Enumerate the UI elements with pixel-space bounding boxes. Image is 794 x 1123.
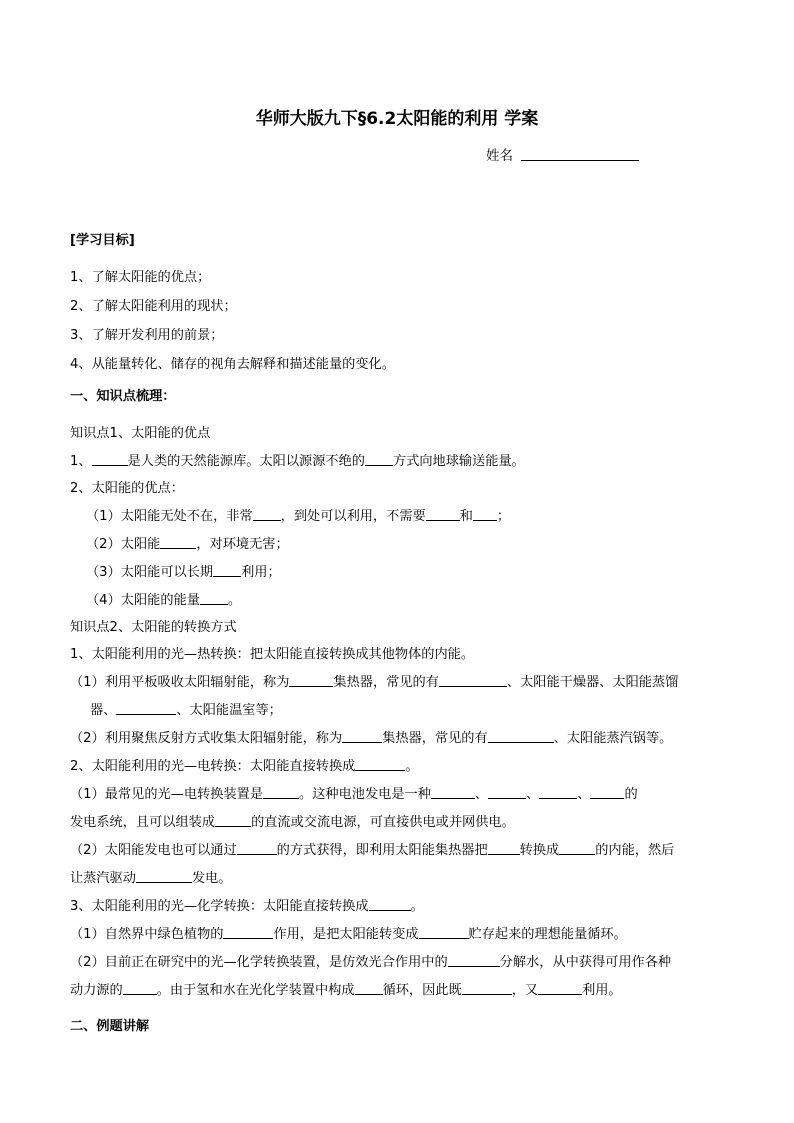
answer-blank[interactable] — [263, 785, 299, 799]
name-field — [486, 144, 639, 164]
answer-blank[interactable] — [342, 729, 382, 743]
kp2-p1b: （2）利用聚焦反射方式收集太阳辐射能，称为 集热器，常见的有 、太阳能蒸汽锅等。 — [70, 731, 673, 746]
kp2-p2b-cont: 让蒸汽驱动 发电。 — [70, 871, 232, 886]
answer-blank[interactable] — [426, 507, 460, 521]
kp2-p1a: （1）利用平板吸收太阳辐射能，称为 集热器，常见的有 、太阳能干燥器、太阳能蒸馏 — [70, 675, 679, 690]
kp2-p1: 1、太阳能利用的光—热转换：把太阳能直接转换成其他物体的内能。 — [70, 647, 475, 662]
kp2-p2a: （1）最常见的光—电转换装置是 。这种电池发电是一种 、 、 、 的 — [70, 787, 638, 802]
kp2-p2: 2、太阳能利用的光—电转换：太阳能直接转换成 。 — [70, 759, 419, 774]
answer-blank[interactable] — [237, 841, 277, 855]
answer-blank[interactable] — [160, 535, 196, 549]
answer-blank[interactable] — [539, 785, 577, 799]
answer-blank[interactable] — [369, 897, 411, 911]
answer-blank[interactable] — [215, 813, 251, 827]
kp2-p3b: （2）目前正在研究中的光—化学转换装置，是仿效光合作用中的 分解水，从中获得可用作各种 — [70, 955, 672, 970]
kp1-q1: 1、 是人类的天然能源库。太阳以源源不绝的 方式向地球输送能量。 — [70, 454, 525, 469]
answer-blank[interactable] — [559, 841, 595, 855]
kp1-q2: 2、太阳能的优点： — [70, 481, 184, 496]
name-label: 姓名 — [486, 148, 513, 164]
answer-blank[interactable] — [538, 981, 582, 995]
answer-blank[interactable] — [200, 591, 228, 605]
answer-blank[interactable] — [355, 757, 405, 771]
goal-item: 2、了解太阳能利用的现状； — [70, 299, 237, 314]
kp1-title: 知识点1、太阳能的优点 — [70, 426, 211, 441]
answer-blank[interactable] — [439, 673, 507, 687]
answer-blank[interactable] — [590, 785, 624, 799]
kp1-s4: （4）太阳能的能量 。 — [86, 593, 242, 608]
answer-blank[interactable] — [473, 507, 497, 521]
answer-blank[interactable] — [365, 452, 393, 466]
answer-blank[interactable] — [488, 729, 554, 743]
answer-blank[interactable] — [488, 785, 526, 799]
worksheet-content — [70, 232, 726, 1036]
answer-blank[interactable] — [448, 953, 500, 967]
goal-item: 4、从能量转化、储存的视角去解释和描述能量的变化。 — [70, 357, 395, 372]
answer-blank[interactable] — [419, 925, 469, 939]
kp2-p3b-cont: 动力源的 。由于氢和水在光化学装置中构成 循环，因此既 ，又 利用。 — [70, 983, 622, 998]
kp1-s3: （3）太阳能可以长期 利用； — [86, 565, 281, 580]
kp2-p2b: （2）太阳能发电也可以通过 的方式获得，即利用太阳能集热器把 转换成 的内能，然后 — [70, 843, 675, 858]
answer-blank[interactable] — [355, 981, 383, 995]
answer-blank[interactable] — [462, 981, 512, 995]
kp2-p1a-cont: 器、 、太阳能温室等； — [90, 703, 282, 718]
answer-blank[interactable] — [92, 452, 128, 466]
name-blank[interactable] — [521, 146, 639, 161]
kp2-p3a: （1）自然界中绿色植物的 作用，是把太阳能转变成 贮存起来的理想能量循环。 — [70, 927, 627, 942]
answer-blank[interactable] — [116, 701, 176, 715]
document-title: 华师大版九下§6.2太阳能的利用 学案 — [255, 109, 539, 129]
answer-blank[interactable] — [289, 673, 333, 687]
answer-blank[interactable] — [213, 563, 241, 577]
kp2-p2a-cont: 发电系统，且可以组装成 的直流或交流电源，可直接供电或并网供电。 — [70, 815, 515, 830]
goal-item: 3、了解开发利用的前景； — [70, 328, 224, 343]
goal-item: 1、了解太阳能的优点； — [70, 270, 211, 285]
kp2-p3: 3、太阳能利用的光—化学转换：太阳能直接转换成 。 — [70, 899, 424, 914]
answer-blank[interactable] — [123, 981, 157, 995]
answer-blank[interactable] — [253, 507, 281, 521]
section1-header: 一、知识点梳理： — [70, 389, 176, 404]
answer-blank[interactable] — [431, 785, 475, 799]
kp1-s1: （1）太阳能无处不在，非常 ，到处可以利用，不需要 和 ； — [86, 509, 511, 524]
answer-blank[interactable] — [223, 925, 273, 939]
answer-blank[interactable] — [136, 869, 192, 883]
kp2-title: 知识点2、太阳能的转换方式 — [70, 620, 237, 635]
kp1-s2: （2）太阳能 ，对环境无害； — [86, 537, 289, 552]
answer-blank[interactable] — [488, 841, 520, 855]
goals-header: [学习目标] — [70, 233, 135, 248]
section2-header: 二、例题讲解 — [70, 1019, 150, 1034]
